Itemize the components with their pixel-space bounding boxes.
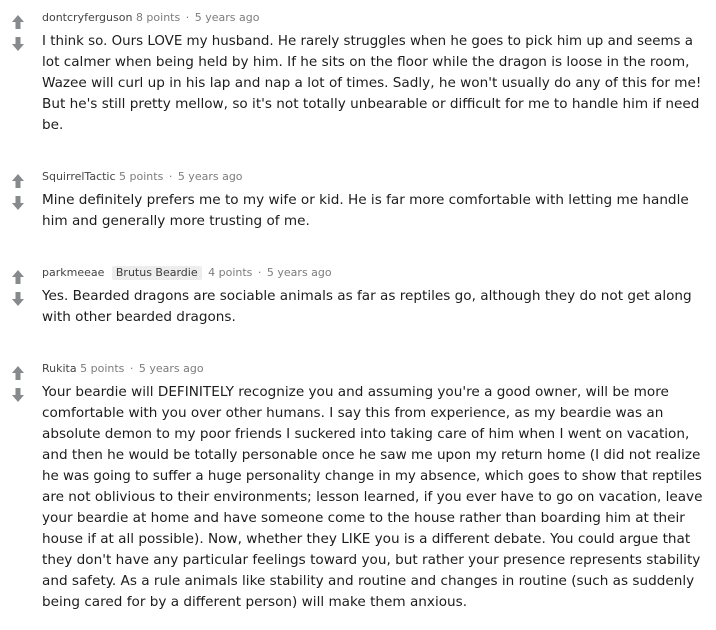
downvote-arrow-icon[interactable] xyxy=(9,35,27,53)
comment-line: lot calmer when being held by him. If he sits on the floor while the dragon is loose in the room, xyxy=(42,54,690,70)
downvote-arrow-icon[interactable] xyxy=(9,386,27,404)
comment-line: with other bearded dragons. xyxy=(42,309,236,325)
comment-body xyxy=(42,190,692,232)
downvote-arrow-icon[interactable] xyxy=(9,194,27,212)
comment-line: he was going to suffer a huge personality change in my absence, which goes to show that reptiles xyxy=(42,469,702,484)
comment-line: comfortable with you over other humans. I say this from experience, as my beardie was an xyxy=(42,405,664,421)
upvote-arrow-icon[interactable] xyxy=(9,364,27,382)
downvote-arrow-icon[interactable] xyxy=(9,290,27,308)
comment-line: house if at all possible). Now, whether they LIKE you is a different debate. You could argue that xyxy=(42,531,691,547)
comment-content xyxy=(42,10,702,136)
comment-time: 5 years ago xyxy=(266,266,332,279)
comment-line: him and generally more trusting of me. xyxy=(42,213,310,229)
comment-author[interactable]: Rukita xyxy=(42,362,77,375)
upvote-arrow-icon[interactable] xyxy=(9,268,27,286)
comment-line: Yes. Bearded dragons are sociable animals as far as reptiles go, although they do not get along xyxy=(42,288,692,304)
comment-line: are not oblivious to their environments; lesson learned, if you ever have to go on vacation, leave xyxy=(42,489,703,505)
comment-time: 5 years ago xyxy=(194,11,260,24)
comment-content xyxy=(42,169,692,232)
vote-column xyxy=(9,13,27,53)
comment-line: your beardie at home and have someone come to the house rather than boarding him at their xyxy=(42,510,685,526)
comment-body xyxy=(42,382,703,613)
comment-time: 5 years ago xyxy=(138,362,204,375)
comment-meta xyxy=(42,265,692,281)
vote-column xyxy=(9,364,27,404)
comment-author[interactable]: SquirrelTactic xyxy=(42,170,116,183)
comment-content xyxy=(42,265,692,328)
comment-points: 5 points xyxy=(119,170,164,183)
comment-body xyxy=(42,31,702,136)
meta-separator: · xyxy=(129,362,134,375)
comment-content xyxy=(42,361,703,613)
comment-line: being cared for by a different person) will make them anxious. xyxy=(42,594,468,610)
meta-separator: · xyxy=(168,170,173,183)
comment-line: they don't have any particular feelings toward you, but rather your presence represents stability xyxy=(42,552,701,568)
comment-author[interactable]: parkmeeae xyxy=(42,266,105,279)
comment-line: absolute demon to my poor friends I suckered into taking care of him when I went on vacation, xyxy=(42,426,690,442)
comment-body xyxy=(42,286,692,328)
vote-column xyxy=(9,172,27,212)
meta-separator: · xyxy=(185,11,190,24)
upvote-arrow-icon[interactable] xyxy=(9,13,27,31)
comment-points: 5 points xyxy=(80,362,125,375)
comment-line: But he's still pretty mellow, so it's not totally unbearable or difficult for me to handle him if need xyxy=(42,96,700,112)
comment-meta xyxy=(42,169,692,185)
comment-author[interactable]: dontcryferguson xyxy=(42,11,133,24)
comment-line: be. xyxy=(42,117,64,133)
comment-line: Mine definitely prefers me to my wife or kid. He is far more comfortable with letting me handle xyxy=(42,192,689,208)
comment-points: 8 points xyxy=(135,11,181,24)
comment-meta xyxy=(42,361,692,377)
comment-time: 5 years ago xyxy=(177,170,243,183)
comment-meta xyxy=(42,10,692,26)
comment-line: and safety. As a rule animals like stability and routine and changes in routine (such as suddenly xyxy=(42,573,695,589)
comment-line: I think so. Ours LOVE my husband. He rarely struggles when he goes to pick him up and seems a xyxy=(42,34,693,49)
meta-separator: · xyxy=(257,266,262,279)
comment-points: 4 points xyxy=(208,266,253,279)
comment-line: Wazee will curl up in his lap and nap a lot of times. Sadly, he won't usually do any of this for me! xyxy=(42,75,702,91)
upvote-arrow-icon[interactable] xyxy=(9,172,27,190)
comment-line: Your beardie will DEFINITELY recognize you and assuming you're a good owner, will be more xyxy=(42,384,669,400)
vote-column xyxy=(9,268,27,308)
user-flair: Brutus Beardie xyxy=(112,266,202,280)
comment-line: and then he would be totally personable once he saw me upon my return home (I did not realize xyxy=(42,447,701,463)
